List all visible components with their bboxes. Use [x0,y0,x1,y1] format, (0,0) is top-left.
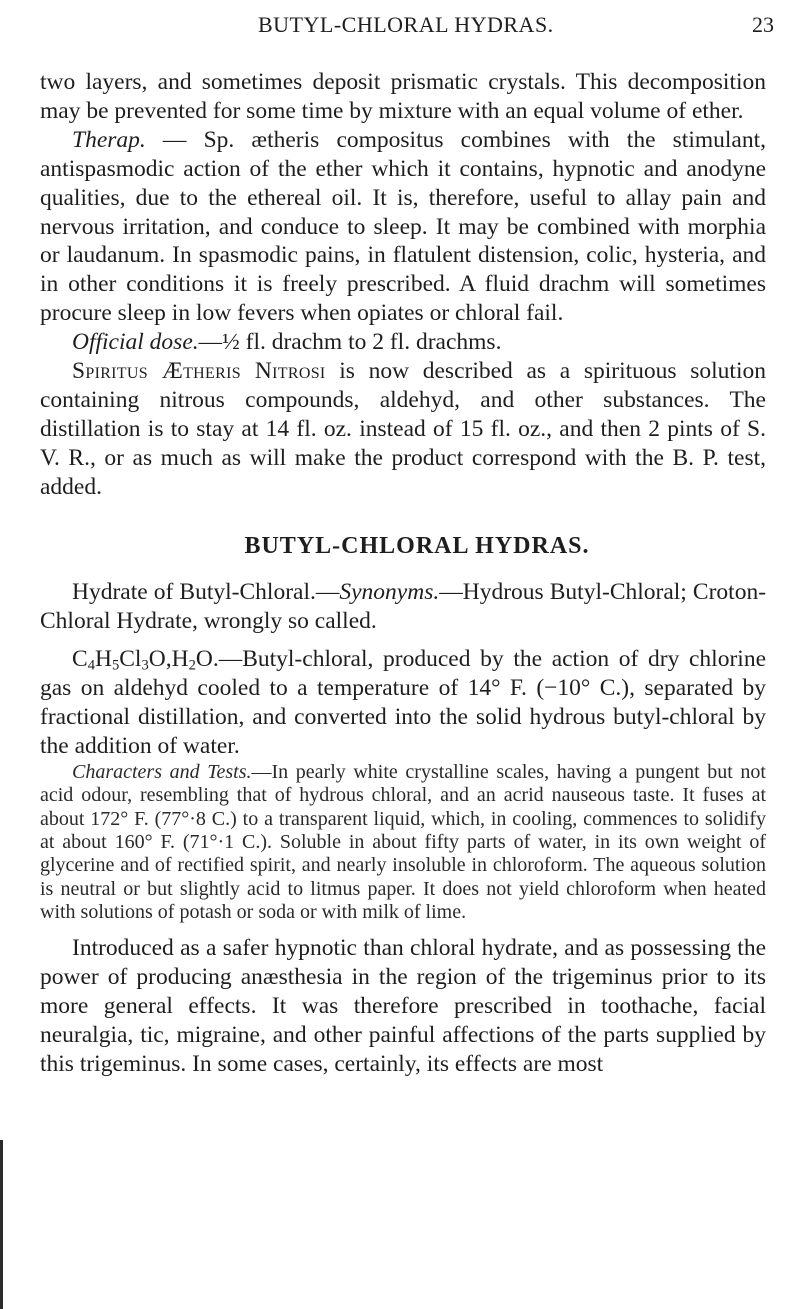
body-text [40,68,766,1079]
page-number: 23 [752,12,774,37]
synonyms-text: —Hydrous Butyl- [439,578,610,605]
paragraph-decomposition: two layers, and sometimes deposit prismatic crystals. This decomposition may be prevented for some time by mixture with an equal volume of ether. [40,69,766,124]
running-title: BUTYL-CHLORAL HYDRAS. [258,12,554,37]
synonyms-line-2: Chloral; Croton-Chloral Hydrate, wrongly so called. [40,578,767,634]
hydrate-lead: Hydrate of Butyl-Chloral.— [72,578,340,605]
paragraph-synonyms [40,578,766,636]
running-head [0,12,801,42]
therap-text: Sp. ætheris compositus combines with the stimulant, antispasmodic action of the ether which it contains, hypnotic and anodyne qualities, due to the ethereal oil. It is, therefore, useful to allay pain and nervous irritation, and conduce to sleep. It may be combined with morphia or laudanum. In spasmodic pains, in flatulent distension, colic, hysteria, and in other conditions it is freely prescribed. A fluid drachm will sometimes procure sleep in low fevers when opiates or chloral fail. [40,126,766,327]
official-dose-label: Official dose. [72,329,199,356]
paragraph-nitrosi [40,357,766,502]
paragraph-characters [40,761,766,924]
chemical-formula: $C_4H_5Cl_3O,H_2O$. [72,646,219,675]
paragraph-therap [40,126,766,328]
official-dose-text: —½ fl. drachm to 2 fl. drachms. [198,329,502,356]
nitrosi-text: is now described as a spirituous solution containing nitrous compounds, aldehyd, and other substances. The distillation is to stay at 14 fl. oz. instead of 15 fl. oz., and then 2 pints of S. V. R., or as much as will make the product correspond with the B. P. test, added. [40,358,766,500]
page-edge-mark [0,1140,3,1309]
section-heading: BUTYL-CHLORAL HYDRAS. [244,532,590,559]
formula-text: —Butyl-chloral, produced by the action of dry chlorine gas on aldehyd cooled to a temperature of 14° F. (−10° C.), separated by fractional distillation, and converted into the solid hydrous butyl-chloral by the addition of water. [40,646,766,760]
nitrosi-title: Spiritus Ætheris Nitrosi [72,358,326,385]
characters-label: Characters and Tests. [72,761,252,784]
therap-dash: — [145,126,204,153]
paragraph-introduced: Introduced as a safer hypnotic than chloral hydrate, and as possessing the power of producing anæsthesia in the region of the trigeminus prior to its more general effects. It was therefore prescribed in toothache, facial neuralgia, tic, migraine, and other painful affections of the parts supplied by this trigeminus. In some cases, certainly, its effects are most [40,935,766,1077]
therap-label: Therap. [72,126,146,153]
paragraph-formula [40,645,766,761]
synonyms-label: Synonyms. [339,578,440,605]
characters-text: —In pearly white crystalline scales, having a pungent but not acid odour, resembling that of hydrous chloral, and an acrid nauseous taste. It fuses at about 172° F. (77°·8 C.) to a transparent liquid, which, in cooling, commences to solidify at about 160° F. (71°·1 C.). Soluble in about fifty parts of water, in its own weight of glycerine and of rectified spirit, and nearly insoluble in chloroform. The aqueous solution is neutral or but slightly acid to litmus paper. It does not yield chloroform when heated with solutions of potash or soda or with milk of lime. [40,761,766,923]
paragraph-official-dose [40,328,766,357]
